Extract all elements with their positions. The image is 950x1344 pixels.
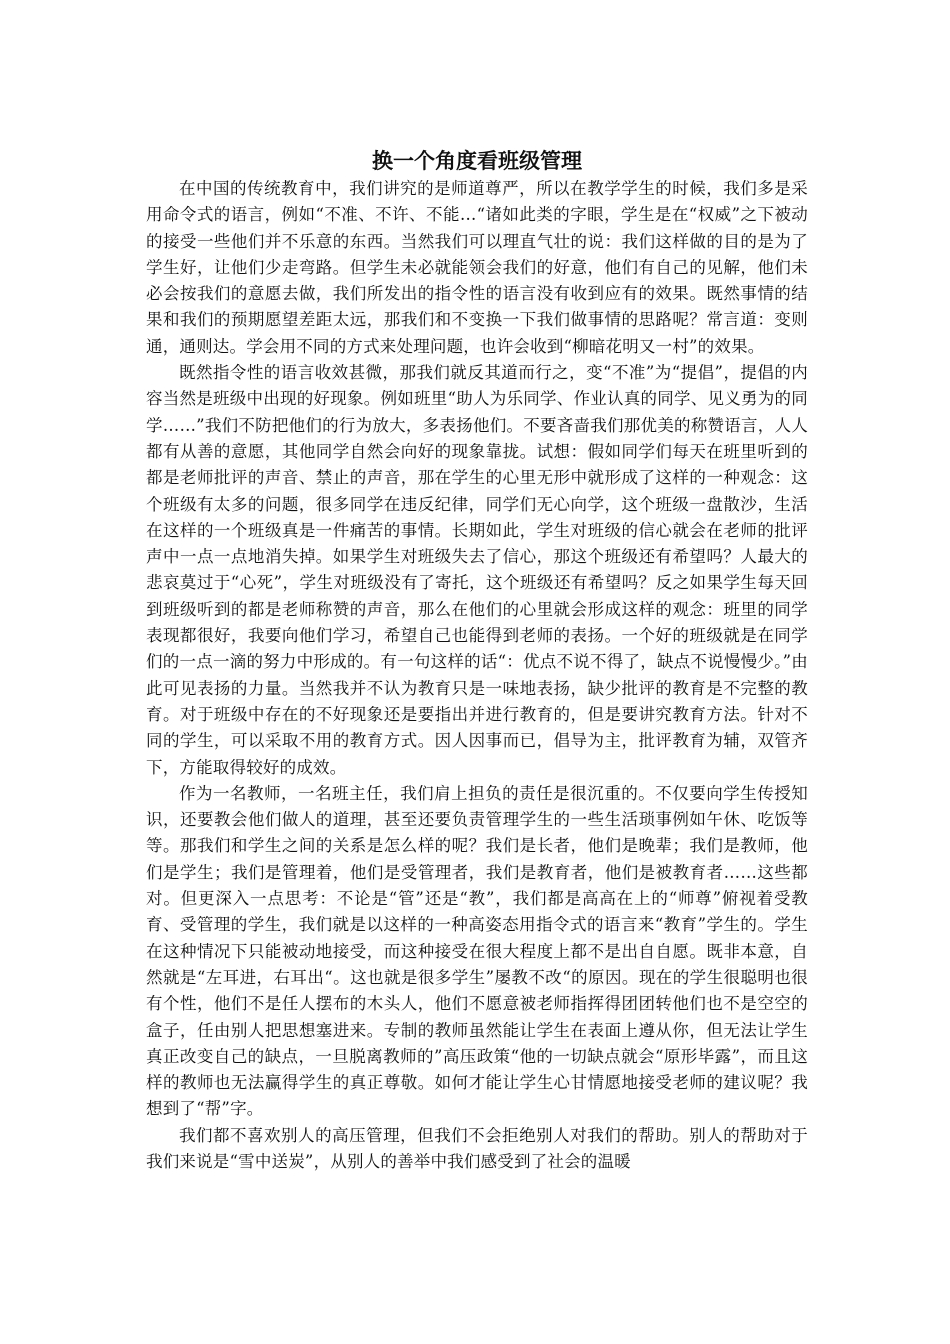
paragraph-3: 作为一名教师，一名班主任，我们肩上担负的责任是很沉重的。不仅要向学生传授知识，还要教会他们做人的道理，甚至还要负责管理学生的一些生活琐事例如午休、吃饭等等。那我们和学生之间的关系是怎么样的呢？我们是长者，他们是晚辈；我们是教师，他们是学生；我们是管理着，他们是受管理者，我们是教育者，他们是被教育者……这些都对。但更深入一点思考：不论是“管”还是“教”，我们都是高高在上的“师尊”俯视着受教育、受管理的学生，我们就是以这样的一种高姿态用指令式的语言来“教育”学生的。学生在这种情况下只能被动地接受，而这种接受在很大程度上都不是出自自愿。既非本意，自然就是“左耳进，右耳出“。这也就是很多学生”屡教不改“的原因。现在的学生很聪明也很有个性，他们不是任人摆布的木头人，他们不愿意被老师指挥得团团转他们也不是空空的盒子，任由别人把思想塞进来。专制的教师虽然能让学生在表面上遵从你，但无法让学生真正改变自己的缺点，一旦脱离教师的”高压政策“他的一切缺点就会“原形毕露”，而且这样的教师也无法赢得学生的真正尊敬。如何才能让学生心甘情愿地接受老师的建议呢？我想到了“帮”字。: [146, 783, 808, 1119]
paragraph-1: 在中国的传统教育中，我们讲究的是师道尊严，所以在教学学生的时候，我们多是采用命令式的语言，例如“不准、不许、不能…“诸如此类的字眼，学生是在“权威”之下被动的接受一些他们并不乐意的东西。当然我们可以理直气壮的说：我们这样做的目的是为了学生好，让他们少走弯路。但学生未必就能领会我们的好意，他们有自己的见解，他们未必会按我们的意愿去做，我们所发出的指令性的语言没有收到应有的效果。既然事情的结果和我们的预期愿望差距太远，那我们和不变换一下我们做事情的思路呢？常言道：变则通，通则达。学会用不同的方式来处理问题，也许会收到“柳暗花明又一村”的效果。: [146, 179, 808, 356]
document-page: [146, 146, 808, 1175]
paragraph-4: 我们都不喜欢别人的高压管理，但我们不会拒绝别人对我们的帮助。别人的帮助对于我们来说是“雪中送炭”，从别人的善举中我们感受到了社会的温暖: [146, 1125, 808, 1171]
document-title: 换一个角度看班级管理: [372, 149, 582, 173]
paragraph-2: 既然指令性的语言收效甚微，那我们就反其道而行之，变“不准”为“提倡”，提倡的内容当然是班级中出现的好现象。例如班里“助人为乐同学、作业认真的同学、见义勇为的同学……”我们不防把他们的行为放大，多表扬他们。不要吝啬我们那优美的称赞语言，人人都有从善的意愿，其他同学自然会向好的现象靠拢。试想：假如同学们每天在班里听到的都是老师批评的声音、禁止的声音，那在学生的心里无形中就形成了这样的一种观念：这个班级有太多的问题，很多同学在违反纪律，同学们无心向学，这个班级一盘散沙，生活在这样的一个班级真是一件痛苦的事情。长期如此，学生对班级的信心就会在老师的批评声中一点一点地消失掉。如果学生对班级失去了信心，那这个班级还有希望吗？人最大的悲哀莫过于“心死”，学生对班级没有了寄托，这个班级还有希望吗？反之如果学生每天回到班级听到的都是老师称赞的声音，那么在他们的心里就会形成这样的观念：班里的同学表现都很好，我要向他们学习，希望自己也能得到老师的表扬。一个好的班级就是在同学们的一点一滴的努力中形成的。有一句这样的话“：优点不说不得了，缺点不说慢慢少。”由此可见表扬的力量。当然我并不认为教育只是一味地表扬，缺少批评的教育是不完整的教育。对于班级中存在的不好现象还是要指出并进行教育的，但是要讲究教育方法。针对不同的学生，可以采取不用的教育方式。因人因事而已，倡导为主，批评教育为辅，双管齐下，方能取得较好的成效。: [146, 363, 808, 777]
